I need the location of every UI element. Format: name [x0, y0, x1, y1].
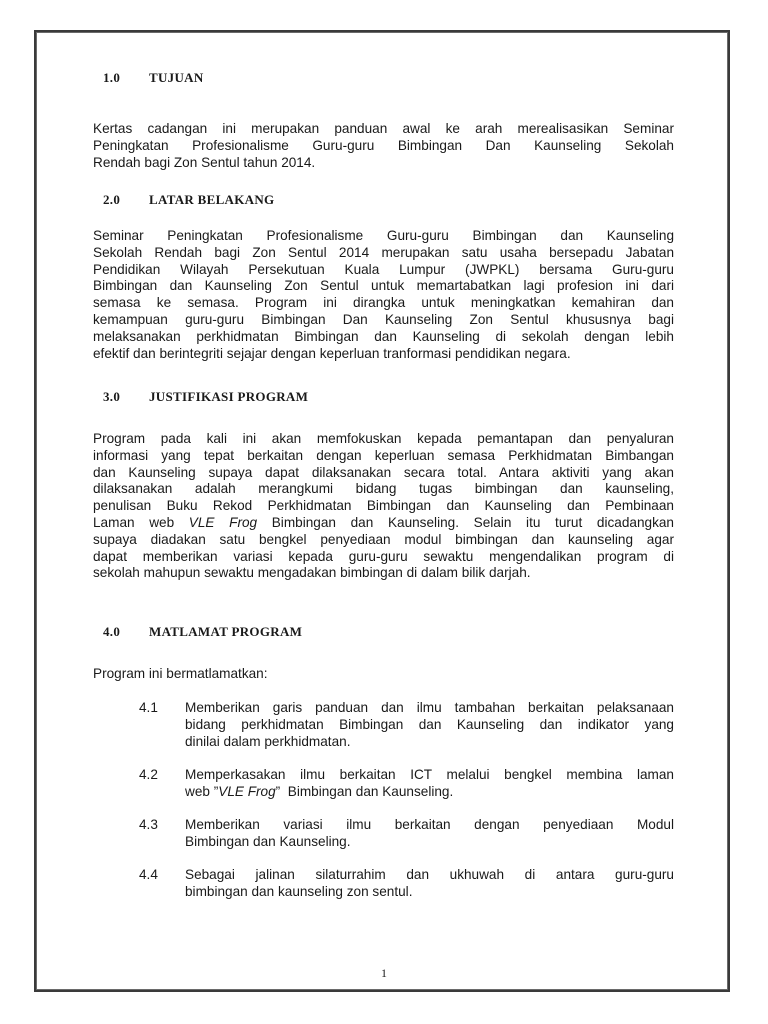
item-line: dinilai dalam perkhidmatan.	[185, 733, 351, 749]
paragraph-line: Sekolah Rendah bagi Zon Sentul 2014 merupakan satu usaha bersepadu Jabatan	[93, 244, 674, 260]
paragraph-line: Kertas cadangan ini merupakan panduan awal ke arah merealisasikan Seminar	[93, 121, 674, 136]
section-heading-justifikasi-program	[103, 389, 308, 405]
page-number: 1	[381, 966, 387, 980]
section-number: 2.0	[103, 192, 121, 207]
section-title: LATAR BELAKANG	[149, 192, 275, 207]
paragraph-line: semasa ke semasa. Program ini dirangka untuk meningkatkan kemahiran dan	[93, 295, 674, 311]
section-number: 3.0	[103, 389, 121, 404]
item-line-mixed	[185, 784, 674, 801]
italic-term: VLE Frog	[218, 783, 276, 799]
item-line: Memberikan garis panduan dan ilmu tambahan berkaitan pelaksanaan	[185, 700, 674, 715]
paragraph-line-mixed	[93, 515, 674, 532]
list-item-text	[185, 767, 674, 801]
paragraph-line: Seminar Peningkatan Profesionalisme Guru-guru Bimbingan dan Kaunseling	[93, 228, 674, 243]
item-line: Memberikan variasi ilmu berkaitan dengan penyediaan Modul	[185, 817, 674, 832]
section-paragraph-latar-belakang	[93, 228, 674, 362]
list-item-number: 4.3	[139, 817, 158, 832]
text-run: web ”	[185, 783, 219, 799]
paragraph-line: penulisan Buku Rekod Perkhidmatan Bimbingan dan Kaunseling dan Pembinaan	[93, 498, 674, 514]
item-line: Bimbingan dan Kaunseling.	[185, 833, 351, 849]
section-heading-latar-belakang	[103, 192, 274, 208]
paragraph-line: Bimbingan dan Kaunseling Zon Sentul untuk memartabatkan lagi profesion ini dari	[93, 278, 674, 294]
list-item-text	[185, 700, 674, 750]
item-line: bimbingan dan kaunseling zon sentul.	[185, 883, 413, 899]
list-item-number: 4.1	[139, 700, 158, 715]
item-line: bidang perkhidmatan Bimbingan dan Kaunseling dan indikator yang	[185, 716, 674, 732]
paragraph-line: supaya diadakan satu bengkel penyediaan modul bimbingan dan kaunseling agar	[93, 531, 674, 547]
paragraph-line: informasi yang tepat berkaitan dengan keperluan semasa Perkhidmatan Bimbangan	[93, 447, 674, 463]
paragraph-line: sekolah mahupun sewaktu mengadakan bimbingan di dalam bilik darjah.	[93, 565, 531, 581]
section-title: MATLAMAT PROGRAM	[149, 624, 303, 639]
text-run: Laman web	[93, 514, 189, 530]
section-heading-tujuan	[103, 70, 204, 86]
list-item-text	[185, 867, 674, 901]
paragraph-line: Rendah bagi Zon Sentul tahun 2014.	[93, 154, 316, 170]
paragraph-line: dapat memberikan variasi kepada guru-guru sewaktu mengendalikan program di	[93, 548, 674, 564]
text-run: ” Bimbingan dan Kaunseling.	[275, 783, 454, 799]
paragraph-line: Peningkatan Profesionalisme Guru-guru Bimbingan Dan Kaunseling Sekolah	[93, 137, 674, 153]
paragraph-line: dilaksanakan adalah merangkumi bidang tugas bimbingan dan kaunseling,	[93, 481, 674, 497]
item-line: Sebagai jalinan silaturrahim dan ukhuwah di antara guru-guru	[185, 867, 674, 882]
list-item-number: 4.2	[139, 767, 158, 782]
list-item-number: 4.4	[139, 867, 158, 882]
section-number: 4.0	[103, 624, 121, 639]
paragraph-line: melaksanakan perkhidmatan Bimbingan dan Kaunseling di sekolah dengan lebih	[93, 328, 674, 344]
section-number: 1.0	[103, 70, 121, 85]
paragraph-line: Program pada kali ini akan memfokuskan kepada pemantapan dan penyaluran	[93, 431, 674, 446]
section-title: TUJUAN	[149, 70, 204, 85]
section-heading-matlamat-program	[103, 624, 302, 640]
paragraph-line: Pendidikan Wilayah Persekutuan Kuala Lumpur (JWPKL) bersama Guru-guru	[93, 261, 674, 277]
list-lead-text: Program ini bermatlamatkan:	[93, 666, 268, 681]
text-run: Bimbingan dan Kaunseling. Selain itu turut dicadangkan	[257, 514, 674, 530]
list-item-text	[185, 817, 674, 851]
italic-term: VLE Frog	[188, 514, 258, 530]
item-line: Memperkasakan ilmu berkaitan ICT melalui bengkel membina laman	[185, 767, 674, 782]
section-title: JUSTIFIKASI PROGRAM	[149, 389, 309, 404]
paragraph-line: efektif dan berintegriti sejajar dengan keperluan tranformasi pendidikan negara.	[93, 345, 571, 361]
paragraph-line: dan Kaunseling supaya dapat dilaksanakan secara total. Antara aktiviti yang akan	[93, 464, 674, 480]
section-paragraph-justifikasi-program	[93, 431, 674, 582]
paragraph-line: kemampuan guru-guru Bimbingan Dan Kaunseling Zon Sentul khususnya bagi	[93, 311, 674, 327]
section-paragraph-tujuan	[93, 121, 674, 171]
